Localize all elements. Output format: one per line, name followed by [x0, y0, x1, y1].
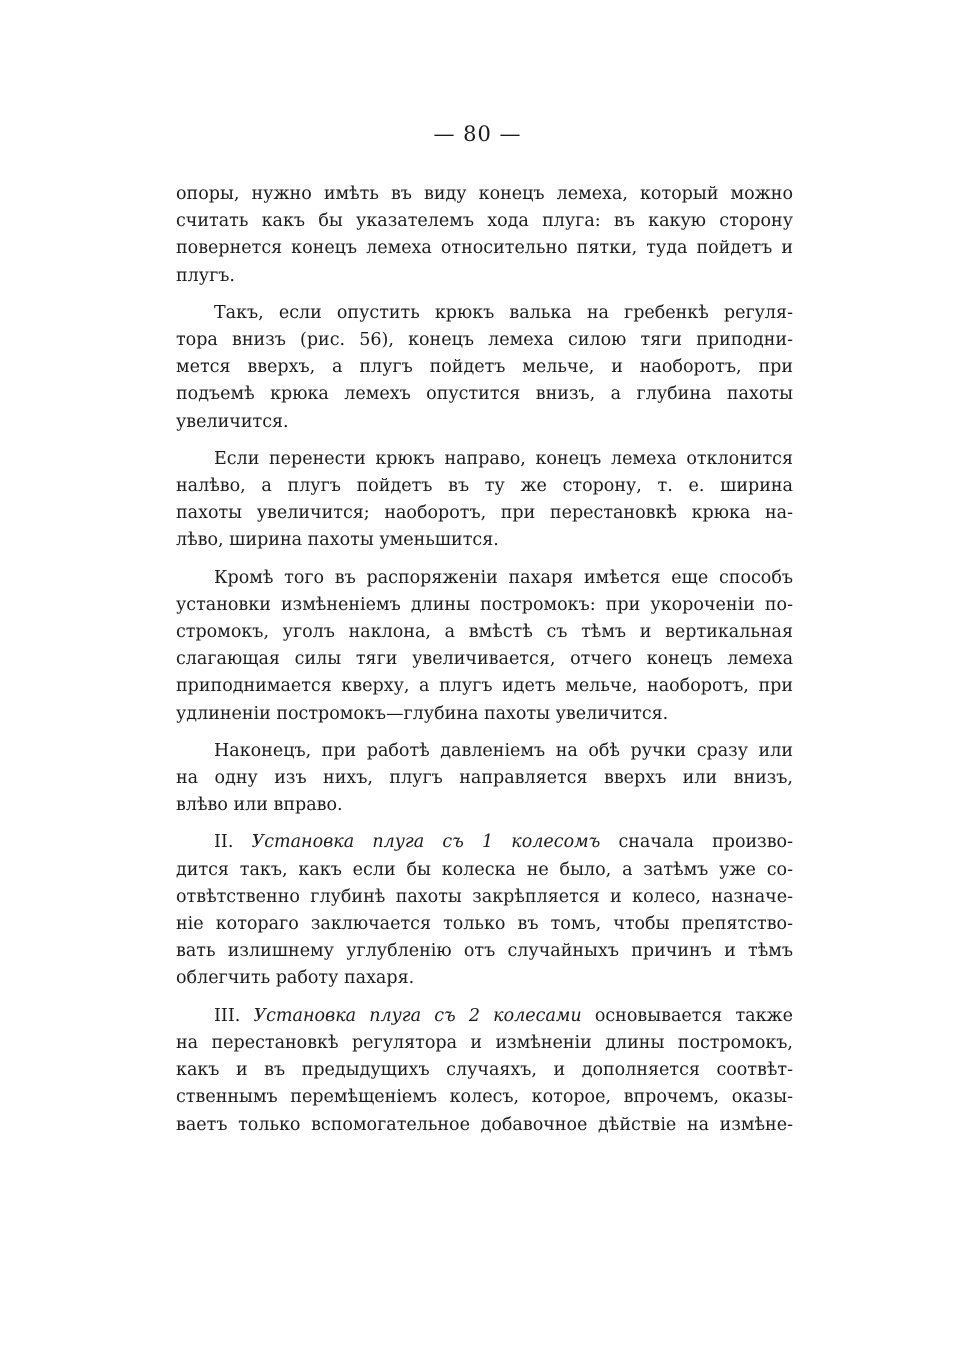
paragraph [176, 738, 793, 820]
text-line: лѣво, ширина пахоты уменьшится. [176, 530, 499, 551]
body-text [176, 181, 793, 1149]
page-number: — 80 — [433, 122, 522, 146]
text-line: слагающая силы тяги увеличивается, отчего конецъ лемеха [176, 649, 793, 670]
section-number: III. [214, 1005, 254, 1026]
text-line: вать излишнему углубленію отъ случайныхъ причинъ и тѣмъ [176, 941, 793, 962]
text-line: влѣво или вправо. [176, 795, 343, 816]
section-number: II. [214, 832, 252, 853]
paragraph [176, 300, 793, 436]
text-line: Кромѣ того въ распоряженіи пахаря имѣется еще способъ [214, 567, 793, 588]
text-line: стромокъ, уголъ наклона, а вмѣстѣ съ тѣмъ и вертикальная [176, 622, 793, 643]
text-line: тора внизъ (рис. 56), конецъ лемеха силою тяги приподни- [176, 330, 793, 351]
text-line: ніе котораго заключается только въ томъ, чтобы препятство- [176, 914, 793, 935]
text-line: отвѣтственно глубинѣ пахоты закрѣпляется и колесо, назначе- [176, 886, 793, 907]
paragraph [176, 181, 793, 290]
text-line: мется вверхъ, а плугъ пойдетъ мельче, и наоборотъ, при [176, 357, 793, 378]
text-line: плугъ. [176, 265, 235, 286]
text-line: какъ и въ предыдущихъ случаяхъ, и дополняется соотвѣт- [176, 1060, 793, 1081]
text-line: Такъ, если опустить крюкъ валька на гребенкѣ регуля- [214, 302, 793, 323]
paragraph [176, 829, 793, 992]
section-heading: Установка плуга съ 2 колесами [253, 1005, 582, 1026]
text-line: на одну изъ нихъ, плугъ направляется вверхъ или внизъ, [176, 768, 793, 789]
text-line: опоры, нужно имѣть въ виду конецъ лемеха, который можно [176, 184, 793, 204]
text-line: подъемѣ крюка лемехъ опустится внизъ, а глубина пахоты [176, 384, 793, 405]
text-line: удлиненіи постромокъ—глубина пахоты увеличится. [176, 703, 669, 724]
text-line [176, 829, 793, 856]
paragraph [176, 565, 793, 728]
text-line: считать какъ бы указателемъ хода плуга: въ какую сторону [176, 211, 793, 232]
text-line: пахоты увеличится; наоборотъ, при перестановкѣ крюка на- [176, 503, 793, 524]
text-line: повернется конецъ лемеха относительно пятки, туда пойдетъ и [176, 238, 793, 259]
text-line: налѣво, а плугъ пойдетъ въ ту же сторону, т. е. ширина [176, 476, 793, 497]
text-line: установки измѣненіемъ длины постромокъ: при укороченіи по- [176, 594, 793, 615]
paragraph [176, 446, 793, 555]
text-fragment: сначала произво- [600, 832, 794, 853]
text-line: Если перенести крюкъ направо, конецъ лемеха отклонится [214, 448, 793, 469]
section-heading: Установка плуга съ 1 колесомъ [251, 832, 601, 853]
text-line: ваетъ только вспомогательное добавочное дѣйствіе на измѣне- [176, 1114, 793, 1135]
text-line [176, 1003, 793, 1030]
text-line: приподнимается кверху, а плугъ идетъ мельче, наоборотъ, при [176, 676, 793, 697]
text-line: Наконецъ, при работѣ давленіемъ на обѣ ручки сразу или [214, 740, 793, 761]
text-line: на перестановкѣ регулятора и измѣненіи длины постромокъ, [176, 1032, 793, 1053]
text-fragment: основывается также [581, 1005, 793, 1026]
text-line: дится такъ, какъ если бы колеска не было, а затѣмъ уже со- [176, 859, 793, 880]
text-line: увеличится. [176, 411, 289, 432]
text-line: облегчить работу пахаря. [176, 968, 415, 989]
text-line: ственнымъ перемѣщеніемъ колесъ, которое, впрочемъ, оказы- [176, 1087, 793, 1108]
paragraph [176, 1003, 793, 1139]
